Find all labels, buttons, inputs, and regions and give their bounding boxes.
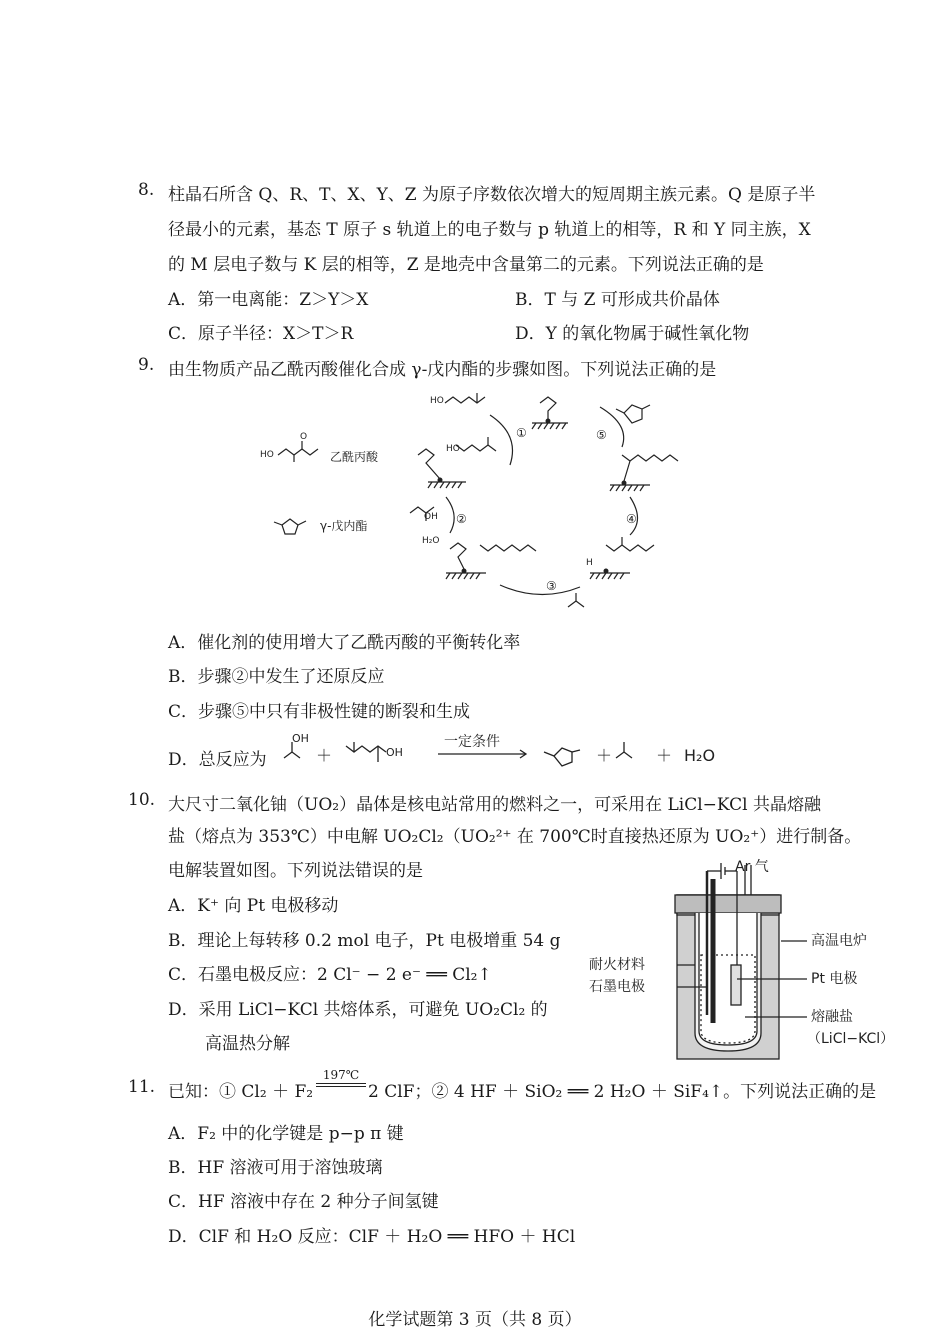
q9-stem: 由生物质产品乙酰丙酸催化合成 γ-戊内酯的步骤如图。下列说法正确的是 <box>168 360 717 380</box>
q8-number: 8. <box>138 180 155 200</box>
eq-oh-label: OH <box>292 732 309 745</box>
q10-stem-line-1: 大尺寸二氧化铀（UO₂）晶体是核电站常用的燃料之一，可采用在 LiCl−KCl 共晶熔融 <box>168 795 821 815</box>
catalytic-cycle-diagram <box>250 385 710 625</box>
q8-stem-line-2: 径最小的元素，基态 T 原子 s 轨道上的电子数与 p 轨道上的相等，R 和 Y 同主族，X <box>168 220 811 240</box>
eq-acid-oh-label: OH <box>386 746 403 759</box>
h2o-label: H₂O <box>422 536 440 546</box>
eq-plus-3: ＋ <box>656 746 673 765</box>
q11-stem-suffix: 2 ClF；② 4 HF ＋ SiO₂ ══ 2 H₂O ＋ SiF₄↑。下列说法正确的是 <box>368 1082 877 1102</box>
q11-option-d: D．ClF 和 H₂O 反应：ClF ＋ H₂O ══ HFO ＋ HCl <box>168 1227 576 1247</box>
q11-option-c: C．HF 溶液中存在 2 种分子间氢键 <box>168 1192 439 1212</box>
q11-option-b: B．HF 溶液可用于溶蚀玻璃 <box>168 1158 383 1178</box>
label-levulinic-acid: 乙酰丙酸 <box>330 450 379 464</box>
label-ar-gas: Ar 气 <box>735 859 769 875</box>
q10-option-c: C．石墨电极反应：2 Cl⁻ − 2 e⁻ ══ Cl₂↑ <box>168 965 492 985</box>
q11-condition-label: 197℃ <box>322 1068 360 1082</box>
q8-stem-line-3: 的 M 层电子数与 K 层的相等，Z 是地壳中含量第二的元素。下列说法正确的是 <box>168 255 764 275</box>
q9-number: 9. <box>138 355 155 375</box>
oh-label: OH <box>424 512 438 522</box>
q8-stem-line-1: 柱晶石所含 Q、R、T、X、Y、Z 为原子序数依次增大的短周期主族元素。Q 是原子半 <box>168 185 816 205</box>
label-refractory: 耐火材料 <box>589 957 645 973</box>
step-4: ④ <box>626 512 637 526</box>
q9-option-d-equation <box>278 728 738 778</box>
q8-option-c: C．原子半径：X＞T＞R <box>168 324 354 344</box>
legend-o-label: O <box>300 432 308 442</box>
q8-option-b: B．T 与 Z 可形成共价晶体 <box>515 290 720 310</box>
legend-ho-label: HO <box>260 450 274 460</box>
q9-option-a: A．催化剂的使用增大了乙酰丙酸的平衡转化率 <box>168 633 521 653</box>
q9-option-c: C．步骤⑤中只有非极性键的断裂和生成 <box>168 702 471 722</box>
step-5: ⑤ <box>596 428 607 442</box>
label-gvl: γ-戊内酯 <box>320 519 368 533</box>
q10-number: 10. <box>128 790 156 810</box>
q11-number: 11. <box>128 1077 156 1097</box>
top-ho-label: HO <box>430 396 444 406</box>
q9-option-d-prefix: D．总反应为 <box>168 750 267 770</box>
label-high-temp-furnace: 高温电炉 <box>811 933 867 949</box>
q10-option-a: A．K⁺ 向 Pt 电极移动 <box>168 896 339 916</box>
label-molten-salt: 熔融盐 <box>811 1009 853 1025</box>
q8-option-a: A．第一电离能：Z＞Y＞X <box>168 290 369 310</box>
q10-stem-line-2: 盐（熔点为 353℃）中电解 UO₂Cl₂（UO₂²⁺ 在 700℃时直接热还原为 UO₂⁺）进行制备。 <box>168 827 862 847</box>
q10-option-d-line-1: D．采用 LiCl−KCl 共熔体系，可避免 UO₂Cl₂ 的 <box>168 1000 548 1020</box>
q11-stem-prefix: 已知：① Cl₂ ＋ F₂ <box>168 1082 314 1102</box>
page-footer: 化学试题第 3 页（共 8 页） <box>368 1310 582 1330</box>
mid-ho-label: HO <box>446 444 460 454</box>
step-3: ③ <box>546 579 557 593</box>
eq-water: H₂O <box>684 746 716 765</box>
label-pt-electrode: Pt 电极 <box>811 971 858 987</box>
q11-equals-line <box>316 1083 366 1087</box>
eq-plus-1: ＋ <box>316 746 333 765</box>
q10-option-b: B．理论上每转移 0.2 mol 电子，Pt 电极增重 54 g <box>168 931 561 951</box>
q10-stem-line-3: 电解装置如图。下列说法错误的是 <box>168 861 423 881</box>
step-1: ① <box>516 426 527 440</box>
q11-option-a: A．F₂ 中的化学键是 p−p π 键 <box>168 1124 404 1144</box>
q8-option-d: D．Y 的氧化物属于碱性氧化物 <box>515 324 750 344</box>
eq-condition: 一定条件 <box>444 734 500 750</box>
label-molten-salt-formula: （LiCl−KCl） <box>807 1031 895 1047</box>
q10-option-d-line-2: 高温热分解 <box>205 1034 290 1054</box>
label-graphite-electrode: 石墨电极 <box>589 979 645 995</box>
q11-condition-arrow <box>316 1068 366 1087</box>
eq-plus-2: ＋ <box>596 746 613 765</box>
electrolysis-apparatus-diagram <box>585 855 915 1065</box>
step-2: ② <box>456 512 467 526</box>
q9-option-b: B．步骤②中发生了还原反应 <box>168 667 385 687</box>
h-label: H <box>586 558 593 568</box>
